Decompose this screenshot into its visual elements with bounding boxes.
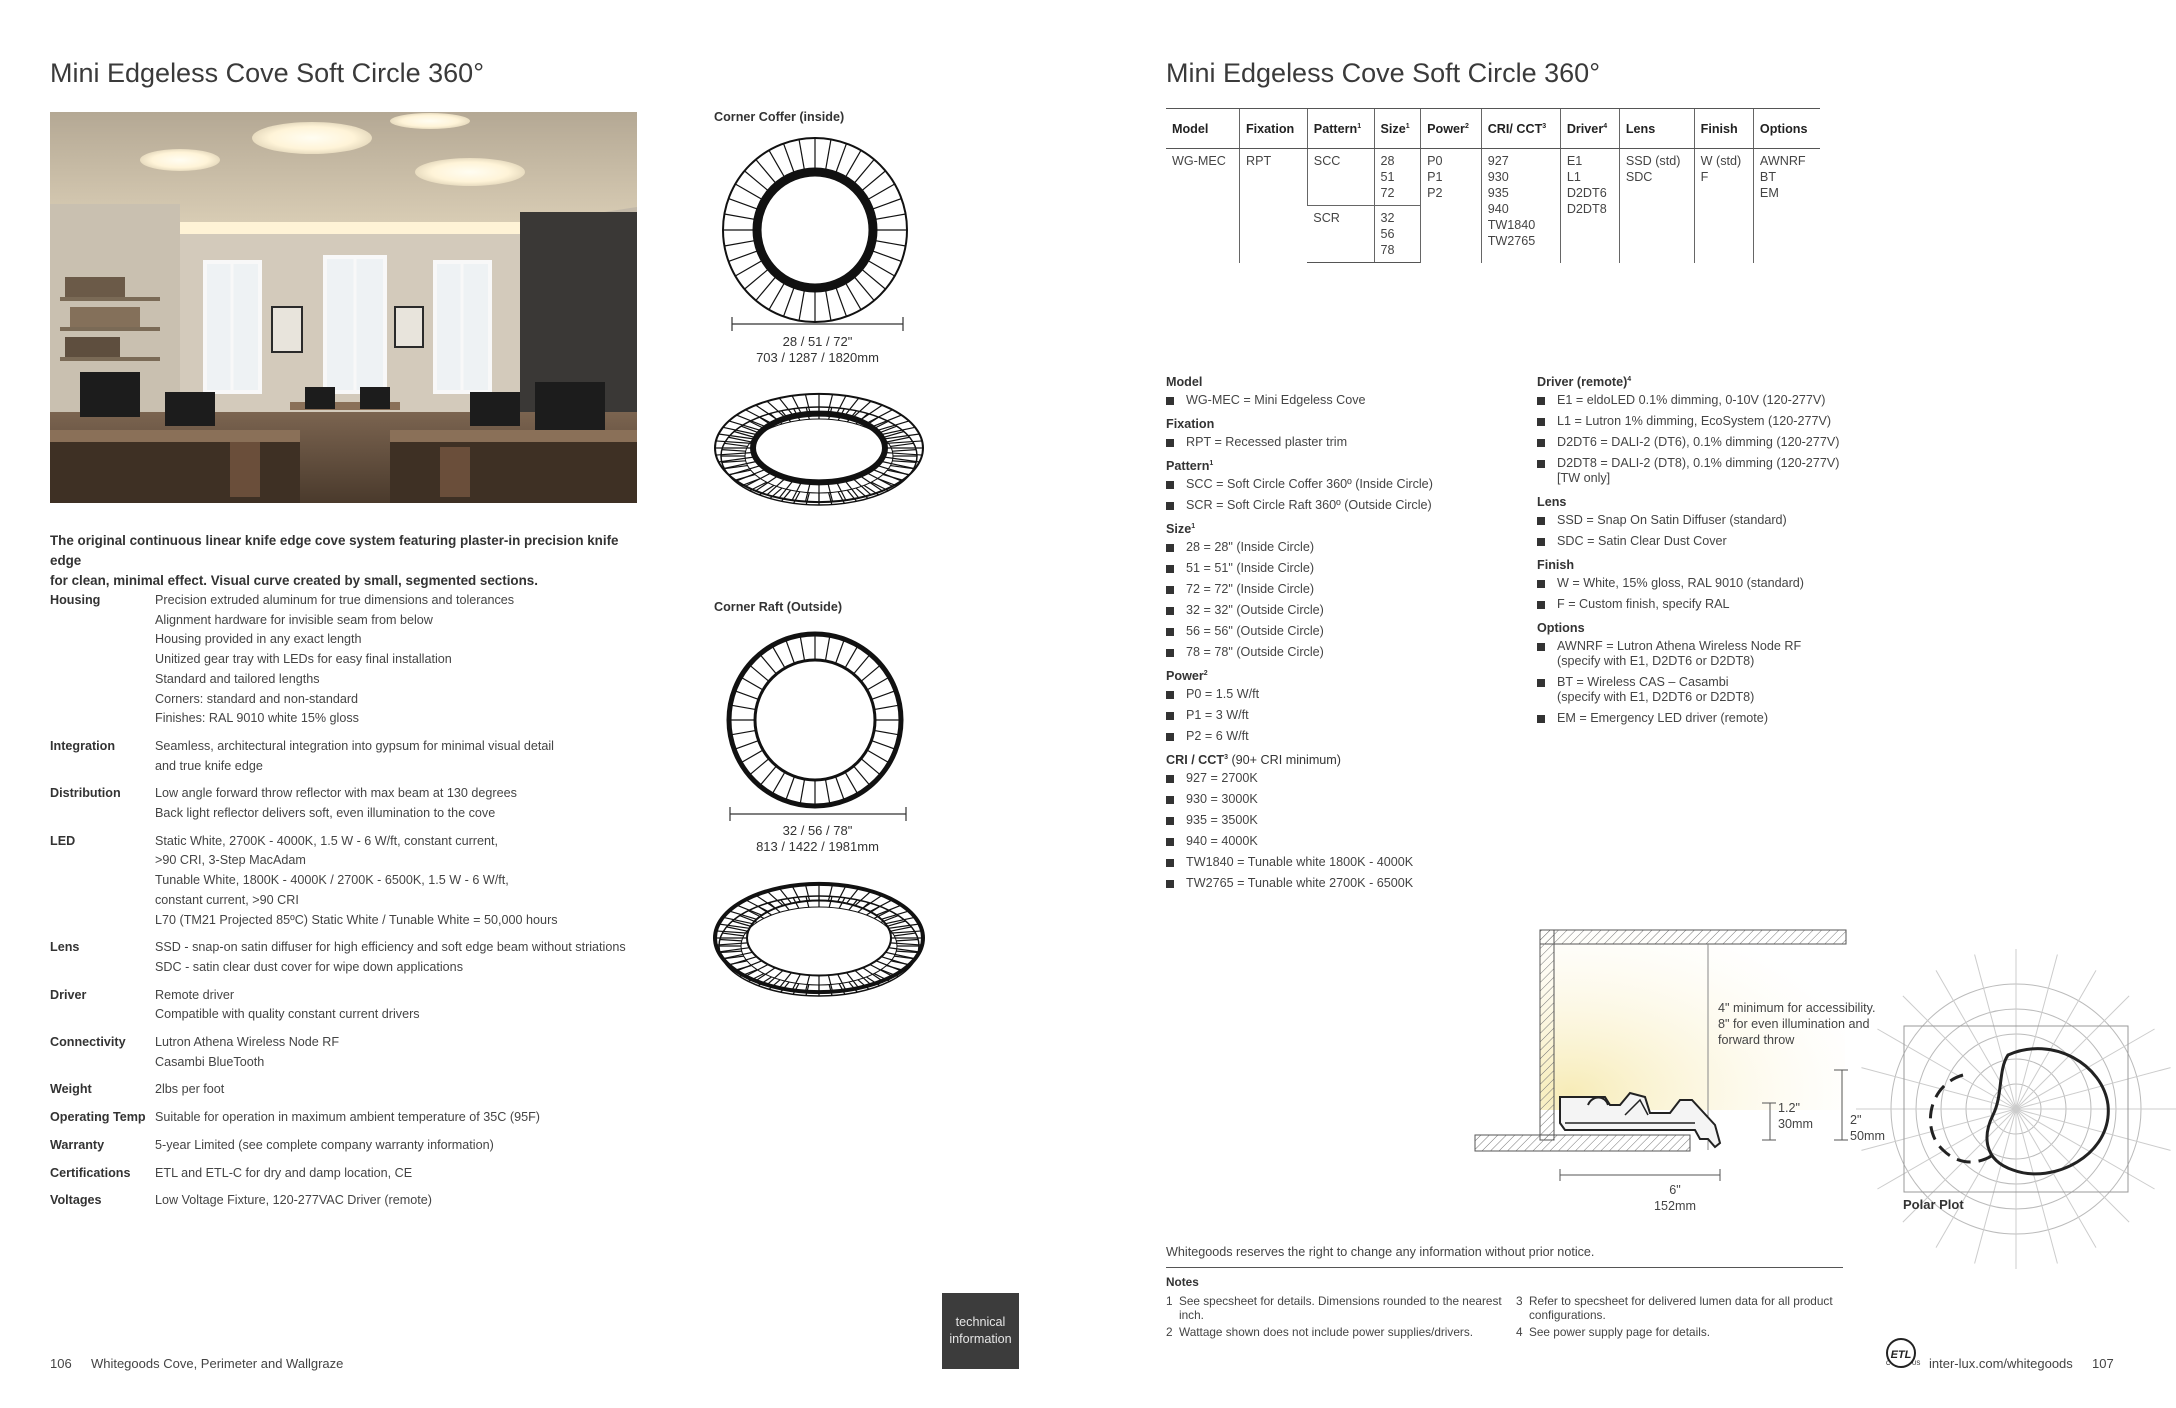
dim-height-2 xyxy=(1850,1112,1885,1144)
spec-line: and true knife edge xyxy=(155,758,263,773)
legend-heading xyxy=(1166,669,1506,683)
dim-width xyxy=(1640,1182,1710,1214)
spec-row xyxy=(50,938,690,977)
svg-text:C: C xyxy=(1886,1361,1891,1367)
spec-value xyxy=(155,1164,690,1184)
legend-item: 78 = 78" (Outside Circle) xyxy=(1166,645,1506,660)
header-cell xyxy=(1753,109,1820,149)
spec-line: 5-year Limited (see complete company warranty information) xyxy=(155,1137,494,1152)
polar-plot-diagram xyxy=(1903,1025,2129,1193)
notes-title: Notes xyxy=(1166,1275,1199,1289)
legend-heading xyxy=(1166,522,1506,536)
polar-plot-label: Polar Plot xyxy=(1903,1197,1964,1212)
intro-line: for clean, minimal effect. Visual curve created by small, segmented sections. xyxy=(50,573,538,588)
legend-item: P1 = 3 W/ft xyxy=(1166,708,1506,723)
legend-footnote: 2 xyxy=(1203,669,1208,677)
legend-item: TW1840 = Tunable white 1800K - 4000K xyxy=(1166,855,1506,870)
raft-perspective-diagram xyxy=(708,870,930,1010)
legend-heading xyxy=(1537,558,1867,572)
header-footnote: 3 xyxy=(1542,122,1547,130)
legend-heading-text: Driver (remote) xyxy=(1537,375,1628,389)
legend-item: SCC = Soft Circle Coffer 360º (Inside Circle) xyxy=(1166,477,1506,492)
note-item xyxy=(1516,1325,1866,1339)
spec-row xyxy=(50,591,690,729)
header-cell xyxy=(1374,109,1421,149)
legend-footnote: 1 xyxy=(1209,459,1214,467)
spec-row xyxy=(50,1108,690,1128)
header-text: Size xyxy=(1380,121,1406,136)
legend-item: F = Custom finish, specify RAL xyxy=(1537,597,1867,612)
spec-label: Voltages xyxy=(50,1193,102,1208)
tab-line-1: technical xyxy=(955,1315,1006,1329)
spec-line: Corners: standard and non-standard xyxy=(155,691,359,706)
legend-footnote: 1 xyxy=(1191,522,1196,530)
spec-line: Static White, 2700K - 4000K, 1.5 W - 6 W/ft, constant current, xyxy=(155,833,498,848)
coffer-top-view-diagram xyxy=(715,135,915,335)
legend-item: D2DT6 = DALI-2 (DT6), 0.1% dimming (120-277V) xyxy=(1537,435,1867,450)
coffer-perspective-diagram xyxy=(708,378,930,518)
legend-item: BT = Wireless CAS – Casambi (specify with E1, D2DT6 or D2DT8) xyxy=(1537,675,1867,705)
cell-driver: E1 L1 D2DT6 D2DT8 xyxy=(1560,149,1619,263)
tab-line-2: information xyxy=(949,1332,1012,1346)
etl-certification-logo xyxy=(1883,1335,1919,1371)
spec-line: Compatible with quality constant current drivers xyxy=(155,1007,420,1022)
header-text: CRI/ CCT xyxy=(1487,121,1543,136)
spec-line: Lutron Athena Wireless Node RF xyxy=(155,1035,340,1050)
note-line: 8" for even illumination and xyxy=(1718,1017,1870,1031)
note-text: See specsheet for details. Dimensions rounded to the nearest inch. xyxy=(1179,1294,1502,1322)
header-text: Lens xyxy=(1625,121,1656,136)
spec-value xyxy=(155,784,690,823)
legend-heading xyxy=(1537,375,1867,389)
legend-item: W = White, 15% gloss, RAL 9010 (standard) xyxy=(1537,576,1867,591)
note-number: 4 xyxy=(1516,1325,1523,1339)
spec-row xyxy=(50,832,690,931)
dim-height-1 xyxy=(1778,1100,1813,1132)
left-footer-text: Whitegoods Cove, Perimeter and Wallgraze xyxy=(90,1356,344,1371)
spec-line: Housing provided in any exact length xyxy=(155,632,362,647)
spec-line: Standard and tailored lengths xyxy=(155,671,320,686)
legend-item: 927 = 2700K xyxy=(1166,771,1506,786)
spec-line: L70 (TM21 Projected 85ºC) Static White / Tunable White = 50,000 hours xyxy=(155,912,558,927)
header-cell xyxy=(1239,109,1307,149)
intro-line: The original continuous linear knife edge cove system featuring plaster-in precision knife edge xyxy=(50,533,619,568)
spec-label: Driver xyxy=(50,987,87,1002)
legend-footnote: 4 xyxy=(1627,375,1632,383)
spec-line: Casambi BlueTooth xyxy=(155,1054,265,1069)
legend-heading xyxy=(1537,495,1867,509)
legend-item: P2 = 6 W/ft xyxy=(1166,729,1506,744)
spec-row xyxy=(50,737,690,776)
spec-label: Housing xyxy=(50,593,101,607)
legend-heading-text: Pattern xyxy=(1166,459,1210,473)
legend-item: EM = Emergency LED driver (remote) xyxy=(1537,711,1867,726)
legend-item: 72 = 72" (Inside Circle) xyxy=(1166,582,1506,597)
header-footnote: 2 xyxy=(1464,122,1469,130)
header-cell xyxy=(1481,109,1560,149)
spec-row xyxy=(50,1191,690,1211)
notes xyxy=(1166,1275,1866,1342)
legend-heading-suffix: (90+ CRI minimum) xyxy=(1227,753,1341,767)
spec-value xyxy=(155,986,690,1025)
note-item xyxy=(1516,1294,1866,1322)
notes-left-column xyxy=(1166,1294,1516,1342)
coffer-dimension-mm: 703 / 1287 / 1820mm xyxy=(756,350,879,365)
note-number: 2 xyxy=(1166,1325,1173,1339)
cell-sizes-a: 28 51 72 xyxy=(1374,149,1421,206)
right-footer xyxy=(1929,1356,2114,1371)
spec-line: Suitable for operation in maximum ambient temperature of 35C (95F) xyxy=(155,1110,540,1125)
legend-item: SSD = Snap On Satin Diffuser (standard) xyxy=(1537,513,1867,528)
header-cell xyxy=(1560,109,1619,149)
spec-label: Warranty xyxy=(50,1137,105,1152)
spec-line: Remote driver xyxy=(155,987,235,1002)
dim-width-mm: 152mm xyxy=(1654,1199,1696,1213)
spec-row xyxy=(50,1136,690,1156)
spec-line: ETL and ETL-C for dry and damp location, CE xyxy=(155,1165,413,1180)
legend-item: AWNRF = Lutron Athena Wireless Node RF (specify with E1, D2DT6 or D2DT8) xyxy=(1537,639,1867,669)
legend-left-column xyxy=(1166,375,1506,897)
legend-heading xyxy=(1166,375,1506,389)
spec-line: >90 CRI, 3-Step MacAdam xyxy=(155,853,306,868)
cell-cri: 927 930 935 940 TW1840 TW2765 xyxy=(1481,149,1560,263)
spec-label: LED xyxy=(50,833,76,848)
cross-section-diagram xyxy=(1470,925,1910,1215)
header-text: Options xyxy=(1759,121,1808,136)
left-page-number: 106 xyxy=(50,1356,72,1371)
legend-item: 32 = 32" (Outside Circle) xyxy=(1166,603,1506,618)
spec-label: Integration xyxy=(50,738,116,753)
spec-value xyxy=(155,832,690,931)
spec-line: Unitized gear tray with LEDs for easy final installation xyxy=(155,652,452,667)
note-number: 1 xyxy=(1166,1294,1173,1308)
note-item xyxy=(1166,1294,1516,1322)
header-text: Finish xyxy=(1700,121,1738,136)
spec-line: 2lbs per foot xyxy=(155,1082,225,1097)
spec-label: Operating Temp xyxy=(50,1110,146,1125)
spec-row xyxy=(50,1033,690,1072)
legend-item: WG-MEC = Mini Edgeless Cove xyxy=(1166,393,1506,408)
cell-lens: SSD (std) SDC xyxy=(1619,149,1694,263)
cross-section-note xyxy=(1718,1000,1898,1048)
raft-label: Corner Raft (Outside) xyxy=(714,600,843,614)
legend-heading xyxy=(1166,753,1506,767)
legend-item: 935 = 3500K xyxy=(1166,813,1506,828)
legend-item: D2DT8 = DALI-2 (DT8), 0.1% dimming (120-277V) [TW only] xyxy=(1537,456,1867,486)
header-cell xyxy=(1694,109,1753,149)
spec-list xyxy=(50,591,690,1219)
header-cell xyxy=(1166,109,1239,149)
office-interior-photo xyxy=(50,112,637,503)
spec-line: Finishes: RAL 9010 white 15% gloss xyxy=(155,711,359,726)
spec-label: Weight xyxy=(50,1082,92,1097)
legend-heading xyxy=(1166,417,1506,431)
raft-top-view-diagram xyxy=(720,625,910,815)
spec-line: Precision extruded aluminum for true dimensions and tolerances xyxy=(155,593,515,607)
legend-item: RPT = Recessed plaster trim xyxy=(1166,435,1506,450)
note-text: Wattage shown does not include power supplies/drivers. xyxy=(1179,1325,1473,1339)
header-cell xyxy=(1619,109,1694,149)
legend-heading-text: Power xyxy=(1166,669,1204,683)
spec-line: Tunable White, 1800K - 4000K / 2700K - 6500K, 1.5 W - 6 W/ft, xyxy=(155,873,509,888)
legend-heading-text: Lens xyxy=(1537,495,1567,509)
legend-item: SCR = Soft Circle Raft 360º (Outside Circle) xyxy=(1166,498,1506,513)
cell-sizes-b: 32 56 78 xyxy=(1374,206,1421,263)
spec-value xyxy=(155,1136,690,1156)
legend-heading-text: Fixation xyxy=(1166,417,1215,431)
spec-line: constant current, >90 CRI xyxy=(155,892,299,907)
raft-dimension-text xyxy=(715,823,920,855)
legend-item: P0 = 1.5 W/ft xyxy=(1166,687,1506,702)
spec-value xyxy=(155,1080,690,1100)
legend-heading-text: Model xyxy=(1166,375,1203,389)
header-cell xyxy=(1421,109,1482,149)
legend-heading-text: Size xyxy=(1166,522,1192,536)
spec-value xyxy=(155,591,690,729)
legend-item: SDC = Satin Clear Dust Cover xyxy=(1537,534,1867,549)
note-line: 4" minimum for accessibility. xyxy=(1718,1001,1876,1015)
legend-item: 930 = 3000K xyxy=(1166,792,1506,807)
spec-row xyxy=(50,1164,690,1184)
left-page-title: Mini Edgeless Cove Soft Circle 360° xyxy=(50,58,484,88)
ordering-table xyxy=(1166,108,1820,263)
cell-model: WG-MEC xyxy=(1172,154,1226,168)
coffer-dimension-line xyxy=(730,315,905,333)
footer-url[interactable]: inter-lux.com/whitegoods xyxy=(1929,1356,2073,1371)
spec-line: SDC - satin clear dust cover for wipe down applications xyxy=(155,959,463,974)
dim-width-in: 6" xyxy=(1669,1183,1681,1197)
spec-line: Back light reflector delivers soft, even illumination to the cove xyxy=(155,806,496,821)
cell-finish: W (std) F xyxy=(1694,149,1753,263)
raft-dimension-line xyxy=(728,805,908,823)
header-text: Pattern xyxy=(1313,121,1358,136)
legend-item: 56 = 56" (Outside Circle) xyxy=(1166,624,1506,639)
legend-heading-text: Finish xyxy=(1537,558,1575,572)
coffer-dimension-inches: 28 / 51 / 72" xyxy=(782,334,853,349)
dim-height-1-in: 1.2" xyxy=(1778,1101,1800,1115)
spec-value xyxy=(155,938,690,977)
legend-heading-text: Options xyxy=(1537,621,1585,635)
spec-line: Low Voltage Fixture, 120-277VAC Driver (remote) xyxy=(155,1193,432,1208)
cell-pattern-b: SCR xyxy=(1307,206,1374,263)
spec-row xyxy=(50,986,690,1025)
dim-height-2-mm: 50mm xyxy=(1850,1129,1885,1143)
spec-label: Distribution xyxy=(50,786,121,801)
header-text: Fixation xyxy=(1245,121,1295,136)
spec-label: Connectivity xyxy=(50,1035,126,1050)
spec-line: Seamless, architectural integration into gypsum for minimal visual detail xyxy=(155,738,554,753)
spec-row xyxy=(50,784,690,823)
legend-heading-text: CRI / CCT xyxy=(1166,753,1225,767)
coffer-dimension-text xyxy=(715,334,920,366)
note-item xyxy=(1166,1325,1516,1339)
header-cell xyxy=(1307,109,1374,149)
svg-text:ETL: ETL xyxy=(1890,1349,1912,1361)
spec-value xyxy=(155,1033,690,1072)
note-text: Refer to specsheet for delivered lumen data for all product configurations. xyxy=(1529,1294,1833,1322)
spec-line: Low angle forward throw reflector with max beam at 130 degrees xyxy=(155,786,517,801)
legend-heading xyxy=(1166,459,1506,473)
spec-value xyxy=(155,1191,690,1211)
technical-information-tab[interactable] xyxy=(942,1293,1019,1369)
spec-value xyxy=(155,737,690,776)
header-footnote: 4 xyxy=(1603,122,1608,130)
legend-right-column xyxy=(1537,375,1867,732)
header-footnote: 1 xyxy=(1405,122,1410,130)
note-text: See power supply page for details. xyxy=(1529,1325,1710,1339)
note-line: forward throw xyxy=(1718,1033,1795,1047)
header-text: Driver xyxy=(1566,121,1604,136)
ordering-table-header xyxy=(1166,109,1820,149)
coffer-label: Corner Coffer (inside) xyxy=(714,110,845,124)
spec-row xyxy=(50,1080,690,1100)
right-page-number: 107 xyxy=(2092,1356,2114,1371)
header-text: Power xyxy=(1427,121,1465,136)
svg-text:US: US xyxy=(1912,1361,1921,1367)
legend-footnote: 3 xyxy=(1224,753,1228,761)
legend-heading xyxy=(1537,621,1867,635)
raft-dimension-inches: 32 / 56 / 78" xyxy=(782,823,853,838)
right-page-title: Mini Edgeless Cove Soft Circle 360° xyxy=(1166,58,1600,88)
cell-fixation: RPT xyxy=(1239,149,1307,263)
notes-right-column xyxy=(1516,1294,1866,1342)
legend-item: E1 = eldoLED 0.1% dimming, 0-10V (120-277V) xyxy=(1537,393,1867,408)
cell-pattern-a: SCC xyxy=(1307,149,1374,206)
note-number: 3 xyxy=(1516,1294,1523,1308)
header-footnote: 1 xyxy=(1357,122,1362,130)
legend-item: 28 = 28" (Inside Circle) xyxy=(1166,540,1506,555)
cell-options: AWNRF BT EM xyxy=(1753,149,1820,263)
legend-item: 940 = 4000K xyxy=(1166,834,1506,849)
legend-item: TW2765 = Tunable white 2700K - 6500K xyxy=(1166,876,1506,891)
raft-dimension-mm: 813 / 1422 / 1981mm xyxy=(756,839,879,854)
spec-label: Lens xyxy=(50,940,80,955)
spec-line: SSD - snap-on satin diffuser for high efficiency and soft edge beam without striations xyxy=(155,940,626,955)
disclaimer: Whitegoods reserves the right to change any information without prior notice. xyxy=(1166,1245,1843,1268)
header-text: Model xyxy=(1172,121,1209,136)
legend-item: 51 = 51" (Inside Circle) xyxy=(1166,561,1506,576)
spec-line: Alignment hardware for invisible seam from below xyxy=(155,612,433,627)
dim-height-1-mm: 30mm xyxy=(1778,1117,1813,1131)
spec-value xyxy=(155,1108,690,1128)
cell-power: P0 P1 P2 xyxy=(1421,149,1482,263)
left-footer xyxy=(50,1356,343,1371)
spec-label: Certifications xyxy=(50,1165,131,1180)
product-intro xyxy=(50,531,650,591)
dim-height-2-in: 2" xyxy=(1850,1113,1862,1127)
legend-item: L1 = Lutron 1% dimming, EcoSystem (120-277V) xyxy=(1537,414,1867,429)
